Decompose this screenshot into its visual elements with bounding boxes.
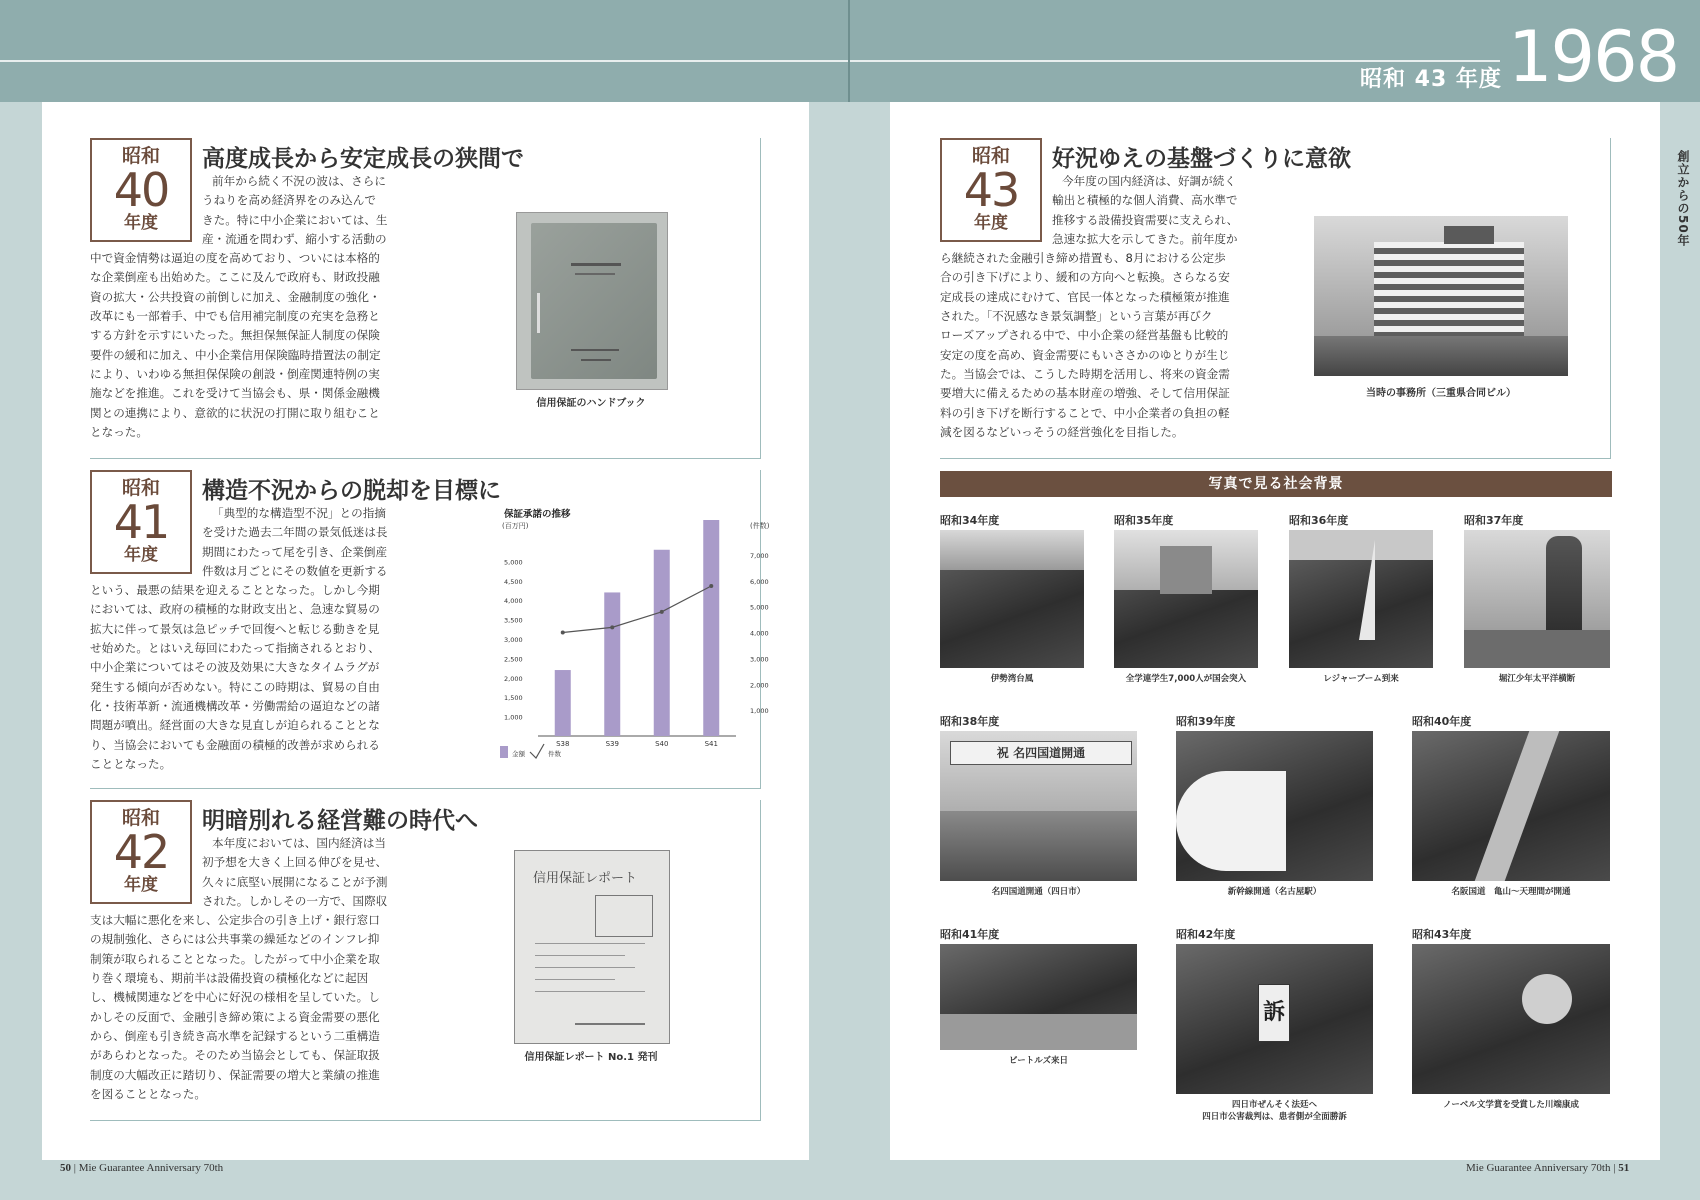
- right-tick-label: 3,000: [750, 655, 769, 664]
- protest-sign: 訴: [1258, 984, 1290, 1042]
- era-year: 1968: [1508, 16, 1679, 98]
- footer-right: Mie Guarantee Anniversary 70th | 51: [1466, 1162, 1630, 1174]
- top-header-band: [0, 0, 1700, 102]
- year-box-era: 昭和: [121, 145, 160, 167]
- photo-caption: ビートルズ来日: [1009, 1056, 1068, 1066]
- photo-caption: 堀江少年太平洋横断: [1498, 674, 1576, 684]
- photo-year-label: 昭和43年度: [1412, 928, 1472, 941]
- footer-title-left: Mie Guarantee Anniversary 70th: [78, 1162, 224, 1174]
- kawabata-face: [1522, 974, 1572, 1024]
- body-line: という、最悪の結果を迎えることとなった。しかし今期: [90, 583, 380, 598]
- body-line: 「典型的な構造型不況」との指摘: [212, 506, 386, 520]
- body-line: 産・流通を問わず、縮小する活動の: [202, 231, 387, 246]
- count-series-point: [709, 584, 713, 588]
- body-line: から、倒産も引き続き高水準を記録するという二重構造: [90, 1028, 380, 1043]
- diet-building: [1160, 546, 1212, 594]
- x-tick-label: S40: [655, 740, 669, 748]
- section-showa-41: [90, 470, 770, 789]
- body-line: こととなった。: [90, 756, 172, 771]
- report-footer-mark: [575, 1023, 645, 1025]
- body-line: 施などを推進。これを受けて当協会も、県・関係金融機: [90, 386, 380, 401]
- legend-label: 件数: [548, 750, 561, 758]
- section-body: [90, 834, 412, 1104]
- body-line: 拡大に伴って景気は急ピッチで回復へと転じる動きを見: [90, 621, 380, 636]
- photo-leisure-boom: [1289, 530, 1433, 668]
- report-line: [535, 991, 645, 992]
- cover-publisher-mark: [581, 359, 611, 361]
- photo-year-label: 昭和36年度: [1289, 514, 1349, 527]
- body-line: かしその反面で、金融引き締め策による資金需要の悪化: [90, 1009, 380, 1024]
- year-box-era: 昭和: [121, 807, 160, 829]
- photo-horie-pacific: [1464, 530, 1610, 668]
- body-line: 資の拡大・公共投資の前倒しに加え、金融制度の強化・: [90, 289, 381, 304]
- right-tick-label: 7,000: [750, 551, 769, 560]
- left-tick-label: 2,500: [504, 655, 523, 664]
- body-line: があらわとなった。そのため当協会としても、保証取扱: [90, 1048, 380, 1063]
- photo-caption: 伊勢湾台風: [990, 674, 1034, 684]
- photo-caption: 信用保証レポート No.1 発刊: [524, 1052, 658, 1063]
- era-label: 昭和 43 年度: [1360, 67, 1502, 92]
- body-line: の規制強化、さらには公共事業の繰延などのインフレ抑: [90, 932, 380, 947]
- photo-sea: [1464, 630, 1610, 668]
- body-line: 今年度の国内経済は、好調が続く: [1062, 174, 1236, 188]
- body-line: きた。特に中小企業においては、生: [202, 212, 388, 227]
- photo-sky: [940, 530, 1084, 570]
- handbook-cover: [531, 223, 657, 379]
- left-tick-label: 1,500: [504, 694, 523, 703]
- body-line: 久々に底堅い展開になることが予測: [202, 874, 388, 889]
- body-line: 発生する傾向が否めない。特にこの時期は、貿易の自由: [90, 679, 380, 694]
- shinkansen-nose: [1176, 771, 1286, 871]
- photo-year-label: 昭和41年度: [940, 928, 1000, 941]
- photo-meihan-road: [1412, 731, 1610, 881]
- body-line: 化・技術革新・流通機構改革・労働需給の逼迫などの諸: [90, 698, 380, 713]
- right-axis-unit: (件数): [750, 522, 770, 530]
- right-tick-label: 5,000: [750, 603, 769, 612]
- body-line: 要増大に備えるための基本財産の増強、そして信用保証: [940, 386, 1230, 401]
- body-line: 本年度においては、国内経済は当: [212, 836, 386, 850]
- count-series-point: [561, 631, 565, 635]
- cover-publisher-mark: [571, 349, 619, 351]
- body-line: 関との連携により、意欲的に状況の打開に取り組むこと: [90, 405, 380, 420]
- x-tick-label: S41: [704, 740, 718, 748]
- report-doc-title: 信用保証レポート: [533, 871, 638, 886]
- body-line: 初予想を大きく上回る伸びを見せ、: [202, 855, 388, 870]
- chart-bar: [555, 670, 571, 736]
- year-box-number: 40: [113, 163, 169, 217]
- year-box-number: 41: [113, 495, 169, 549]
- photo-caption: 名阪国道 亀山～天理間が開通: [1451, 887, 1571, 897]
- body-line: 中で資金情勢は逼迫の度を高めており、ついには本格的: [90, 251, 380, 266]
- year-box-unit: 年度: [124, 875, 158, 895]
- body-line: 減を図るなどいっそうの経営強化を目指した。: [940, 424, 1184, 439]
- office-building-photo: [1314, 216, 1568, 376]
- footer-left: 50 | Mie Guarantee Anniversary 70th: [60, 1162, 224, 1174]
- body-line: された。しかしその一方で、国際収: [202, 893, 388, 908]
- right-tick-label: 4,000: [750, 629, 769, 638]
- body-line: となった。: [90, 424, 148, 439]
- photo-ise-bay-typhoon: [940, 530, 1084, 668]
- report-stamp-box: [595, 895, 653, 937]
- chart-title: 保証承諾の推移: [504, 509, 571, 520]
- highway-lane: [1475, 731, 1560, 881]
- count-series-line: [563, 586, 712, 633]
- body-line: 急速な拡大を示してきた。前年度か: [1052, 231, 1238, 246]
- count-series-point: [610, 625, 614, 629]
- report-line: [535, 955, 625, 956]
- x-tick-label: S38: [556, 740, 570, 748]
- photo-meishi-road: [940, 731, 1137, 881]
- section-body: [90, 504, 412, 774]
- left-tick-label: 3,000: [504, 636, 523, 644]
- photo-year-label: 昭和37年度: [1464, 514, 1524, 527]
- body-line: 制策が取られることとなった。したがって中小企業を取: [90, 951, 380, 966]
- year-box-era: 昭和: [121, 477, 160, 499]
- photo-year-label: 昭和38年度: [940, 715, 1000, 728]
- body-line: においては、政府の積極的な財政支出と、急速な貿易の: [90, 602, 380, 617]
- photo-year-label: 昭和40年度: [1412, 715, 1472, 728]
- year-box-number: 42: [113, 825, 169, 879]
- report-line: [535, 943, 645, 944]
- body-line: 件数は月ごとにその数値を更新する: [202, 563, 388, 578]
- section-body: [940, 172, 1262, 442]
- photo-year-label: 昭和34年度: [940, 514, 1000, 527]
- chart-bar: [654, 550, 670, 736]
- section-title: 明暗別れる経営難の時代へ: [202, 808, 478, 834]
- photo-caption: 全学連学生7,000人が国会突入: [1125, 674, 1247, 684]
- section-body: [90, 172, 412, 442]
- photo-year-label: 昭和35年度: [1114, 514, 1174, 527]
- left-axis-unit: (百万円): [502, 522, 529, 530]
- building-sign: [1444, 226, 1494, 244]
- photo-caption: 名四国道開通（四日市）: [991, 887, 1086, 897]
- guarantee-chart: [500, 520, 780, 766]
- left-tick-label: 3,500: [504, 616, 523, 625]
- body-line: する方針を示すにいたった。無担保無保証人制度の保険: [90, 328, 380, 343]
- x-tick-label: S39: [605, 740, 619, 748]
- body-line: た。当協会では、こうした時期を活用し、将来の資金需: [940, 366, 1230, 381]
- photo-caption: 四日市ぜんそく法廷へ: [1231, 1100, 1317, 1110]
- photo-section-title: 写真で見る社会背景: [940, 471, 1612, 497]
- body-line: な企業倒産も出始めた。ここに及んで政府も、財政投融: [90, 270, 380, 285]
- header-rule-left: [0, 60, 848, 62]
- body-line: 要件の緩和に加え、中小企業信用保険臨時措置法の制定: [90, 347, 381, 362]
- body-line: 支は大幅に悪化を来し、公定歩合の引き上げ・銀行窓口: [90, 913, 380, 928]
- section-title: 好況ゆえの基盤づくりに意欲: [1052, 146, 1351, 172]
- road-opening-banner: 祝 名四国道開通: [950, 741, 1132, 765]
- body-line: 合の引き下げにより、緩和の方向へと転換。さらなる安: [940, 270, 1230, 285]
- body-line: ローズアップされる中で、中小企業の経営基盤も比較的: [940, 328, 1229, 343]
- photo-caption: 信用保証のハンドブック: [536, 398, 646, 409]
- body-line: を受けた過去二年間の景気低迷は長: [202, 525, 388, 540]
- body-line: 定成長の達成にむけて、官民一体となった積極策が推進: [940, 289, 1230, 304]
- body-line: 期間にわたって尾を引き、企業倒産: [202, 544, 388, 559]
- side-tab: 創立からの50年: [1676, 150, 1690, 247]
- section-showa-40: [90, 138, 761, 459]
- body-line: 安定の度を高め、資金需要にもいささかのゆとりが生じ: [940, 347, 1230, 362]
- page-number-right: 51: [1618, 1162, 1630, 1174]
- left-tick-label: 1,000: [504, 713, 523, 722]
- photo-shinkansen: [1176, 731, 1373, 881]
- year-box-number: 43: [963, 163, 1019, 217]
- photo-kawabata-nobel: [1412, 944, 1610, 1094]
- count-series-point: [660, 610, 664, 614]
- page-number-left: 50: [60, 1162, 71, 1174]
- body-line: せ始めた。とはいえ毎回にわたって指摘されるとおり、: [90, 641, 380, 656]
- photo-yokkaichi-asthma: [1176, 944, 1373, 1094]
- body-line: 前年から続く不況の波は、さらに: [212, 174, 386, 188]
- section-showa-42: [90, 800, 761, 1121]
- cover-title-mark: [571, 263, 621, 266]
- chart-bar: [703, 520, 719, 736]
- photo-caption: レジャーブーム到来: [1323, 674, 1399, 684]
- right-tick-label: 2,000: [750, 681, 769, 690]
- photo-caption-secondary: 四日市公害裁判は、患者側が全面勝訴: [1202, 1112, 1347, 1122]
- chart-bar: [604, 592, 620, 736]
- photo-diet-protest: [1114, 530, 1258, 668]
- section-title: 高度成長から安定成長の狭間で: [202, 146, 524, 172]
- body-line: を図ることとなった。: [90, 1086, 206, 1101]
- trees-foreground: [1314, 336, 1568, 376]
- left-tick-label: 4,500: [504, 577, 523, 586]
- left-tick-label: 5,000: [504, 558, 523, 567]
- body-line: された。「不況感なき景気調整」という言葉が再びク: [940, 309, 1213, 324]
- legend-swatch-bars: [500, 746, 508, 758]
- body-line: 料の引き下げを断行することで、中小企業者の負担の軽: [940, 405, 1230, 420]
- photo-caption: 当時の事務所（三重県合同ビル）: [1366, 388, 1516, 399]
- left-tick-label: 2,000: [504, 674, 523, 683]
- body-line: 輸出と積極的な個人消費、高水準で: [1052, 193, 1238, 208]
- body-line: 問題が噴出。経営面の大きな見直しが迫られることとな: [90, 718, 380, 733]
- road-traffic: [940, 811, 1137, 881]
- photo-year-label: 昭和42年度: [1176, 928, 1236, 941]
- spine-mark: [537, 293, 540, 333]
- body-line: り巻く環境も、期前半は設備投資の積極化などに起因: [90, 971, 369, 986]
- legend-swatch-line: [530, 744, 544, 758]
- body-line: 中小企業についてはその波及効果に大きなタイムラグが: [90, 660, 380, 675]
- body-line: 推移する設備投資需要に支えられ、: [1052, 212, 1239, 227]
- body-line: り、当協会においても金融面の積極的改善が求められる: [90, 737, 380, 752]
- body-line: により、いわゆる無担保保険の創設・倒産関連特例の実: [90, 366, 380, 381]
- report-line: [535, 967, 635, 968]
- photo-caption: ノーベル文学賞を受賞した川端康成: [1443, 1100, 1579, 1110]
- section-showa-43: [940, 138, 1611, 459]
- report-photo: [514, 850, 670, 1044]
- photo-caption: 新幹線開通（名古屋駅）: [1227, 887, 1322, 897]
- body-line: うねりを高め経済界をのみ込んで: [202, 193, 376, 208]
- sailboat-sail: [1359, 540, 1375, 640]
- left-tick-label: 4,000: [504, 597, 523, 606]
- right-tick-label: 6,000: [750, 577, 769, 586]
- section-title: 構造不況からの脱却を目標に: [202, 478, 501, 504]
- year-box-unit: 年度: [124, 213, 158, 233]
- year-box-era: 昭和: [971, 145, 1010, 167]
- page-gutter: [848, 0, 850, 102]
- body-line: し、機械関連などを中心に好況の様相を呈していた。し: [90, 990, 380, 1005]
- year-box-unit: 年度: [974, 213, 1008, 233]
- legend-label: 金額: [512, 750, 525, 758]
- body-line: ら継続された金融引き締め措置も、8月における公定歩: [940, 251, 1226, 266]
- body-line: 改革にも一部着手、中でも信用補完制度の充実を急務と: [90, 309, 380, 324]
- stage-floor: [940, 1014, 1137, 1050]
- right-tick-label: 1,000: [750, 707, 769, 716]
- photo-beatles: [940, 944, 1137, 1050]
- footer-title-right: Mie Guarantee Anniversary 70th: [1466, 1162, 1611, 1174]
- body-line: 制度の大幅改正に踏切り、保証需要の増大と業績の推進: [90, 1067, 380, 1082]
- year-box-unit: 年度: [124, 545, 158, 565]
- report-line: [535, 979, 615, 980]
- photo-year-label: 昭和39年度: [1176, 715, 1236, 728]
- cover-subtitle-mark: [575, 273, 615, 275]
- handbook-photo: [516, 212, 668, 390]
